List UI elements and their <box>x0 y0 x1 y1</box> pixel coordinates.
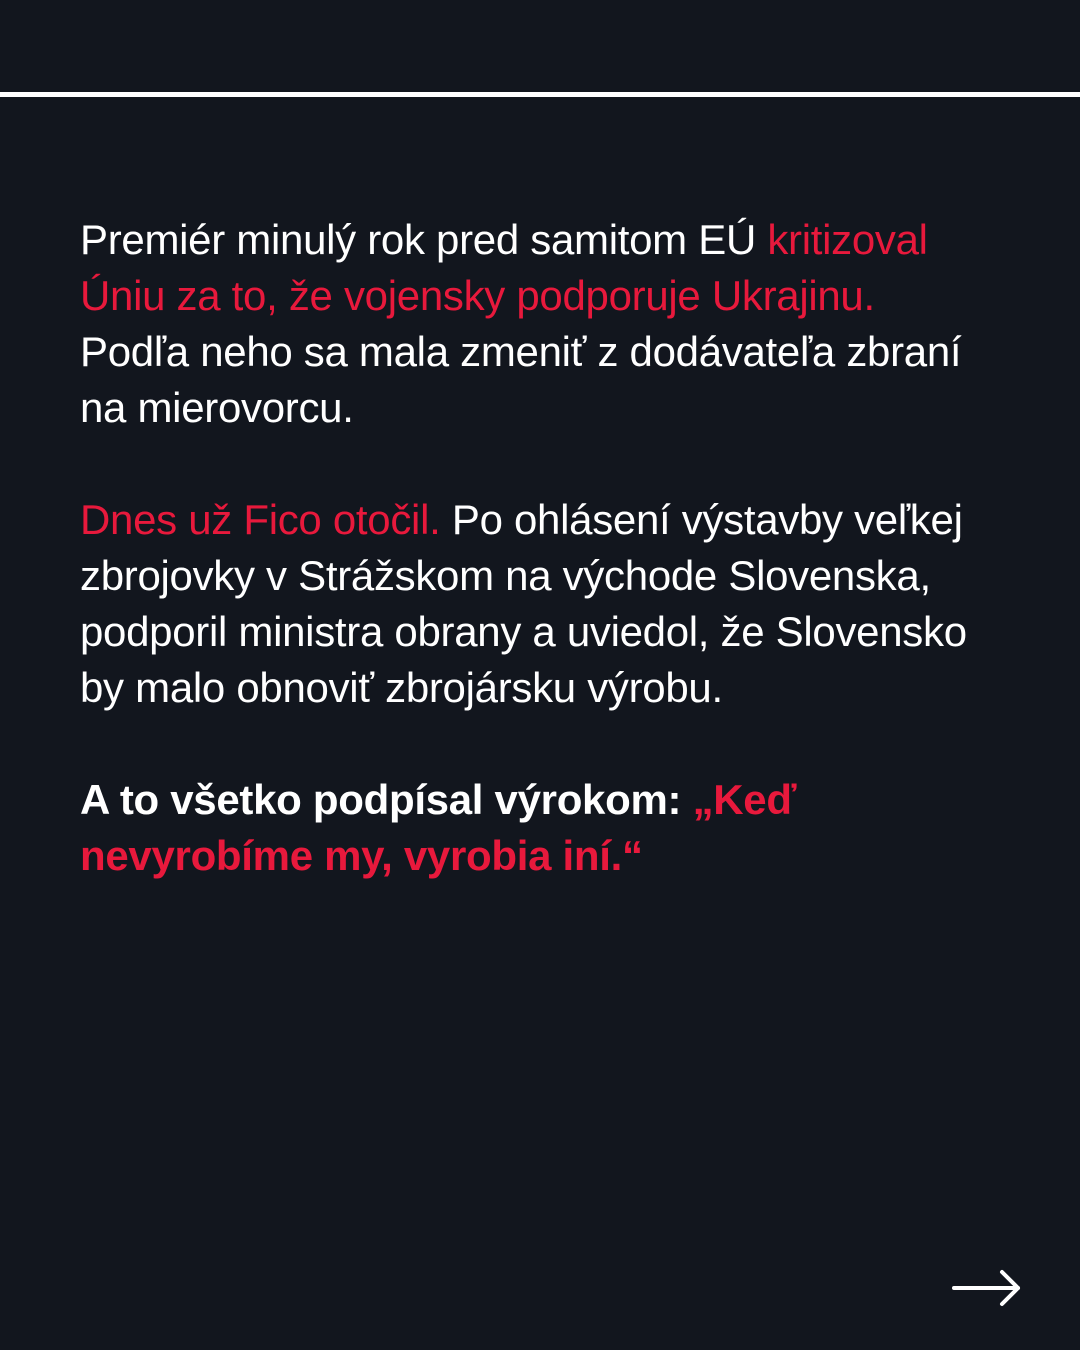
highlighted-text: Dnes už Fico otočil. <box>80 496 441 543</box>
paragraph-text: A to všetko podpísal výrokom: <box>80 776 693 823</box>
paragraph-quote <box>80 772 980 884</box>
highlighted-text: kritizoval Úniu za to, že vojensky podporuje Ukrajinu. <box>80 216 928 319</box>
text-content <box>80 212 980 884</box>
quote-text: „Keď nevyrobíme my, vyrobia iní.“ <box>80 776 797 879</box>
top-divider <box>0 92 1080 97</box>
next-button[interactable] <box>952 1268 1024 1308</box>
paragraph-text: Podľa neho sa mala zmeniť z dodávateľa zbraní na mierovorcu. <box>80 328 962 431</box>
paragraph-criticism <box>80 212 980 436</box>
paragraph-text: Premiér minulý rok pred samitom EÚ <box>80 216 768 263</box>
paragraph-text: Po ohlásení výstavby veľkej zbrojovky v Strážskom na východe Slovenska, podporil ministra obrany a uviedol, že Slovensko by malo obnoviť zbrojársku výrobu. <box>80 496 967 711</box>
arrow-right-icon <box>952 1268 1024 1308</box>
paragraph-turnaround <box>80 492 980 716</box>
